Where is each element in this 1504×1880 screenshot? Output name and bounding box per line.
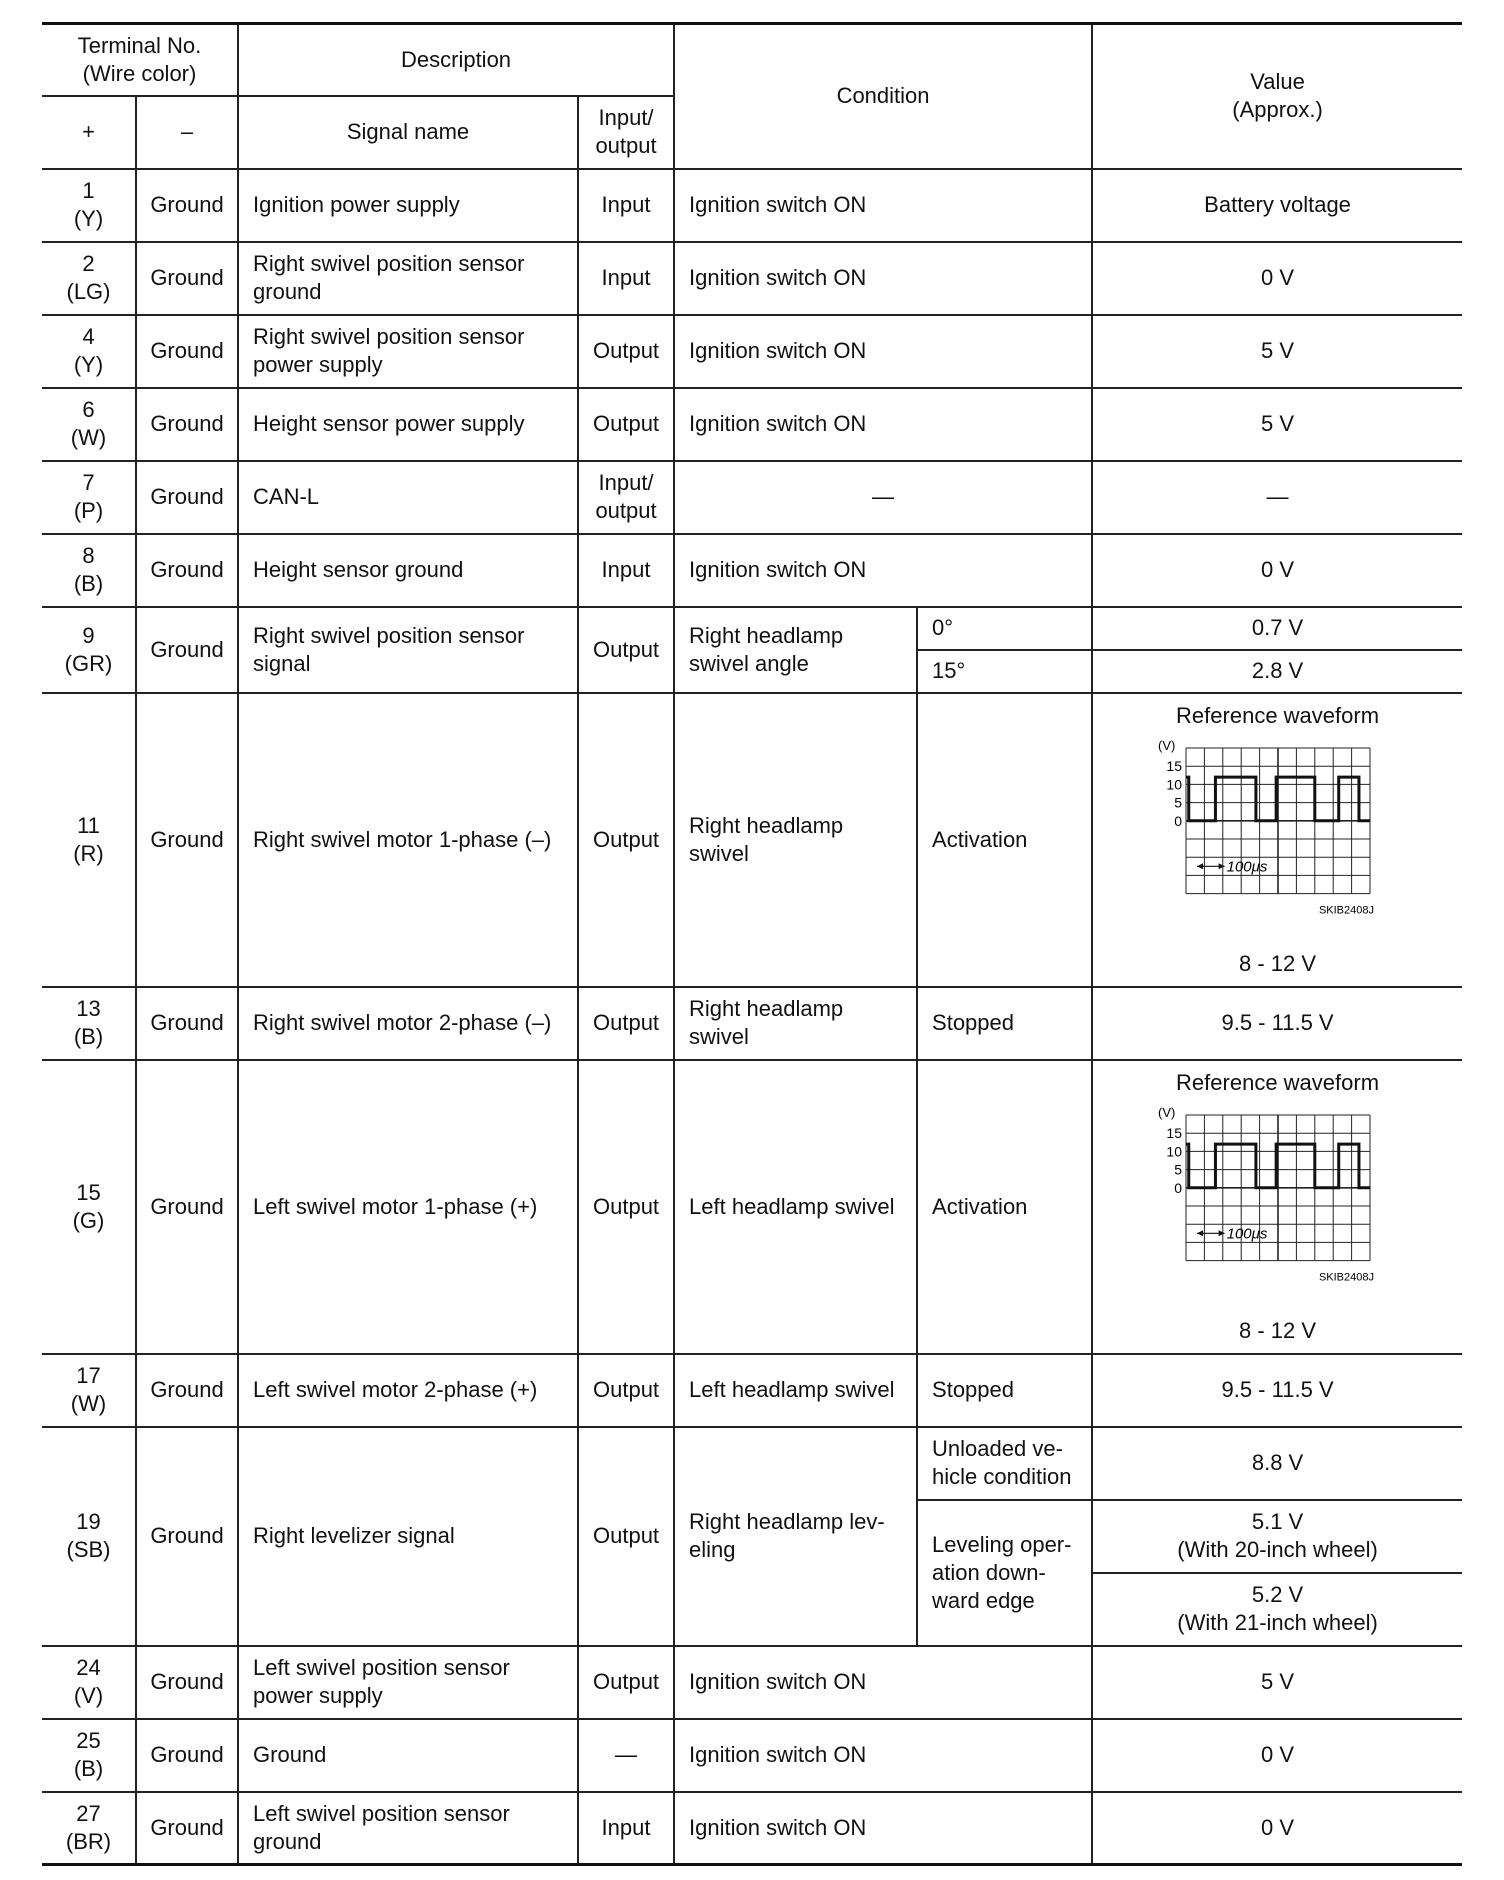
header-io: Input/ output — [578, 96, 674, 169]
table-row — [42, 607, 1462, 650]
io: Output — [578, 388, 674, 461]
sub-condition: Stopped — [917, 1354, 1092, 1427]
sub-condition: Unloaded ve- hicle condition — [917, 1427, 1092, 1500]
value-waveform — [1092, 693, 1462, 987]
io: Output — [578, 1060, 674, 1354]
io: Output — [578, 1646, 674, 1719]
condition: Ignition switch ON — [674, 1719, 1092, 1792]
signal-name: Left swivel motor 1-phase (+) — [238, 1060, 578, 1354]
table-row — [42, 1792, 1462, 1865]
waveform-scope — [1148, 1097, 1408, 1315]
value: Battery voltage — [1092, 169, 1462, 242]
header-signal-name: Signal name — [238, 96, 578, 169]
figure-code: SKIB2408J — [1318, 904, 1374, 917]
table-row — [42, 534, 1462, 607]
condition: Ignition switch ON — [674, 315, 1092, 388]
table-row — [42, 1646, 1462, 1719]
minus-terminal: Ground — [136, 1354, 238, 1427]
value: 9.5 - 11.5 V — [1092, 987, 1462, 1060]
condition: Ignition switch ON — [674, 169, 1092, 242]
axis-unit-label: (V) — [1157, 737, 1175, 753]
time-scale-label: 100μs — [1226, 857, 1267, 875]
table-row — [42, 1427, 1462, 1500]
condition: Right headlamp lev- eling — [674, 1427, 917, 1646]
y-tick-label: 10 — [1165, 1142, 1182, 1159]
minus-terminal: Ground — [136, 1427, 238, 1646]
signal-name: Ground — [238, 1719, 578, 1792]
time-marker-arrow — [1218, 1230, 1224, 1236]
condition: Ignition switch ON — [674, 388, 1092, 461]
minus-terminal: Ground — [136, 169, 238, 242]
condition: Right headlamp swivel — [674, 693, 917, 987]
terminal-no: 2 (LG) — [42, 242, 136, 315]
value: 9.5 - 11.5 V — [1092, 1354, 1462, 1427]
condition: Ignition switch ON — [674, 1792, 1092, 1865]
table-row — [42, 461, 1462, 534]
minus-terminal: Ground — [136, 693, 238, 987]
terminal-no: 7 (P) — [42, 461, 136, 534]
io: Input/ output — [578, 461, 674, 534]
signal-name: Left swivel motor 2-phase (+) — [238, 1354, 578, 1427]
condition: Ignition switch ON — [674, 242, 1092, 315]
minus-terminal: Ground — [136, 1719, 238, 1792]
value: 0.7 V — [1092, 607, 1462, 650]
terminal-no: 17 (W) — [42, 1354, 136, 1427]
condition: Right headlamp swivel — [674, 987, 917, 1060]
signal-name: Ignition power supply — [238, 169, 578, 242]
y-tick-label: 5 — [1173, 1161, 1182, 1178]
value: 8.8 V — [1092, 1427, 1462, 1500]
io: Output — [578, 1354, 674, 1427]
waveform-title: Reference waveform — [1176, 702, 1380, 728]
value: 0 V — [1092, 242, 1462, 315]
signal-name: Right levelizer signal — [238, 1427, 578, 1646]
value: 0 V — [1092, 1719, 1462, 1792]
value: 2.8 V — [1092, 650, 1462, 693]
io: Output — [578, 693, 674, 987]
terminal-no: 6 (W) — [42, 388, 136, 461]
io: Input — [578, 169, 674, 242]
value: 5 V — [1092, 1646, 1462, 1719]
io: Input — [578, 242, 674, 315]
terminal-no: 15 (G) — [42, 1060, 136, 1354]
signal-name: Right swivel position sensor ground — [238, 242, 578, 315]
condition: — — [674, 461, 1092, 534]
time-scale-label: 100μs — [1226, 1224, 1267, 1242]
minus-terminal: Ground — [136, 242, 238, 315]
terminal-no: 1 (Y) — [42, 169, 136, 242]
io: Output — [578, 1427, 674, 1646]
signal-name: CAN-L — [238, 461, 578, 534]
table-row — [42, 1354, 1462, 1427]
waveform-title: Reference waveform — [1176, 1069, 1380, 1095]
condition: Left headlamp swivel — [674, 1060, 917, 1354]
table-row — [42, 169, 1462, 242]
minus-terminal: Ground — [136, 1060, 238, 1354]
sub-condition: 0° — [917, 607, 1092, 650]
y-tick-label: 15 — [1165, 757, 1182, 774]
signal-name: Right swivel motor 1-phase (–) — [238, 693, 578, 987]
y-tick-label: 10 — [1165, 775, 1182, 792]
minus-terminal: Ground — [136, 534, 238, 607]
minus-terminal: Ground — [136, 607, 238, 693]
minus-terminal: Ground — [136, 1792, 238, 1865]
y-tick-label: 15 — [1165, 1124, 1182, 1141]
io: Input — [578, 534, 674, 607]
time-marker-arrow — [1218, 863, 1224, 869]
value: 5.2 V (With 21-inch wheel) — [1092, 1573, 1462, 1646]
minus-terminal: Ground — [136, 1646, 238, 1719]
y-tick-label: 0 — [1173, 1179, 1182, 1196]
value: 0 V — [1092, 534, 1462, 607]
signal-name: Right swivel position sensor power supply — [238, 315, 578, 388]
axis-unit-label: (V) — [1157, 1104, 1175, 1120]
minus-terminal: Ground — [136, 315, 238, 388]
sub-condition: Leveling oper- ation down- ward edge — [917, 1500, 1092, 1646]
condition: Left headlamp swivel — [674, 1354, 917, 1427]
terminal-no: 9 (GR) — [42, 607, 136, 693]
table-row — [42, 693, 1462, 987]
table-row — [42, 1719, 1462, 1792]
terminal-no: 4 (Y) — [42, 315, 136, 388]
signal-name: Height sensor ground — [238, 534, 578, 607]
figure-code: SKIB2408J — [1318, 1271, 1374, 1284]
waveform-value: 8 - 12 V — [1239, 1317, 1317, 1343]
signal-name: Height sensor power supply — [238, 388, 578, 461]
minus-terminal: Ground — [136, 461, 238, 534]
value: 5.1 V (With 20-inch wheel) — [1092, 1500, 1462, 1573]
condition: Ignition switch ON — [674, 534, 1092, 607]
terminal-table-sheet — [42, 22, 1462, 1866]
sub-condition: Activation — [917, 693, 1092, 987]
value-waveform — [1092, 1060, 1462, 1354]
table-row — [42, 987, 1462, 1060]
terminal-table — [42, 22, 1462, 1866]
condition: Ignition switch ON — [674, 1646, 1092, 1719]
y-tick-label: 5 — [1173, 794, 1182, 811]
header-terminal: Terminal No. (Wire color) — [42, 24, 238, 96]
time-marker-arrow — [1197, 863, 1203, 869]
table-row — [42, 388, 1462, 461]
y-tick-label: 0 — [1173, 812, 1182, 829]
terminal-no: 11 (R) — [42, 693, 136, 987]
sub-condition: Activation — [917, 1060, 1092, 1354]
signal-name: Right swivel motor 2-phase (–) — [238, 987, 578, 1060]
io: Output — [578, 315, 674, 388]
terminal-no: 8 (B) — [42, 534, 136, 607]
io: Input — [578, 1792, 674, 1865]
table-row — [42, 1060, 1462, 1354]
table-row — [42, 315, 1462, 388]
header-condition: Condition — [674, 24, 1092, 169]
header-row-1 — [42, 24, 1462, 96]
terminal-no: 13 (B) — [42, 987, 136, 1060]
waveform-scope — [1148, 730, 1408, 948]
sub-condition: Stopped — [917, 987, 1092, 1060]
table-row — [42, 242, 1462, 315]
header-description: Description — [238, 24, 674, 96]
value: 5 V — [1092, 388, 1462, 461]
signal-name: Left swivel position sensor ground — [238, 1792, 578, 1865]
terminal-no: 25 (B) — [42, 1719, 136, 1792]
minus-terminal: Ground — [136, 987, 238, 1060]
io: Output — [578, 987, 674, 1060]
header-minus: – — [136, 96, 238, 169]
sub-condition: 15° — [917, 650, 1092, 693]
value: — — [1092, 461, 1462, 534]
io: — — [578, 1719, 674, 1792]
condition: Right headlamp swivel angle — [674, 607, 917, 693]
signal-name: Right swivel position sensor signal — [238, 607, 578, 693]
io: Output — [578, 607, 674, 693]
signal-name: Left swivel position sensor power supply — [238, 1646, 578, 1719]
terminal-no: 24 (V) — [42, 1646, 136, 1719]
minus-terminal: Ground — [136, 388, 238, 461]
terminal-no: 27 (BR) — [42, 1792, 136, 1865]
header-plus: + — [42, 96, 136, 169]
value: 0 V — [1092, 1792, 1462, 1865]
value: 5 V — [1092, 315, 1462, 388]
terminal-no: 19 (SB) — [42, 1427, 136, 1646]
time-marker-arrow — [1197, 1230, 1203, 1236]
waveform-value: 8 - 12 V — [1239, 950, 1317, 976]
header-value: Value (Approx.) — [1092, 24, 1462, 169]
